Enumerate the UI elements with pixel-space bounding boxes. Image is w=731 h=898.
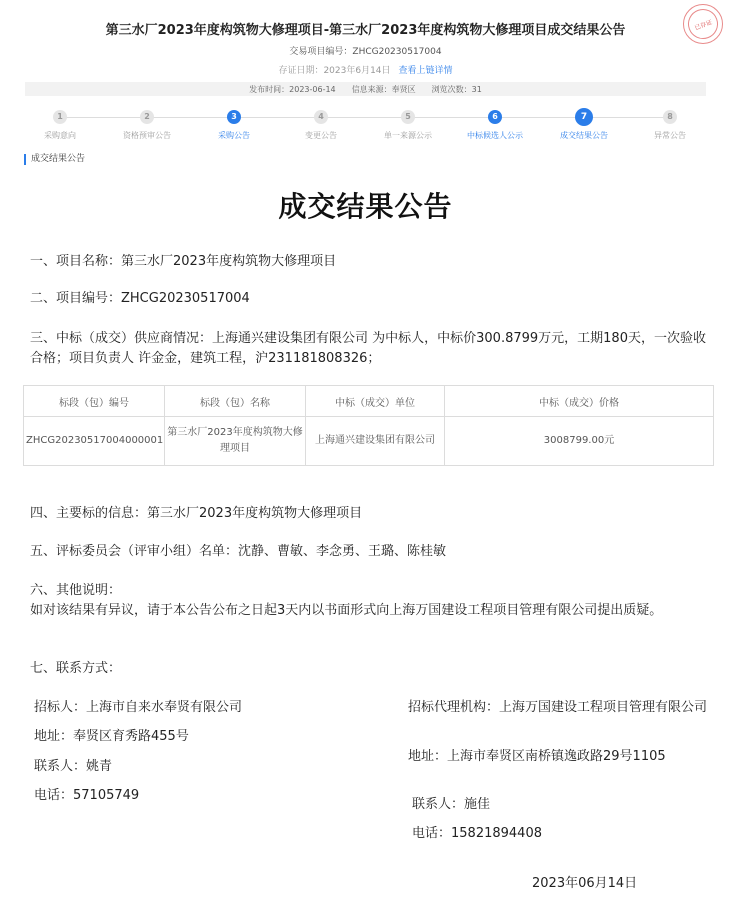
step-label: 成交结果公告 xyxy=(560,131,608,140)
supplier-info: 三、中标（成交）供应商情况：上海通兴建设集团有限公司 为中标人，中标价300.8799万元，工期180天，一次验收合格；项目负责人 许金金，建筑工程，沪231181808326； xyxy=(30,331,706,366)
table-cell: 3008799.00元 xyxy=(445,417,714,466)
other-notes-title: 六、其他说明： xyxy=(30,583,122,598)
committee-list: 五、评标委员会（评审小组）名单：沈静、曹敏、李念勇、王璐、陈桂敏 xyxy=(30,544,447,559)
project-number: 二、项目编号：ZHCG20230517004 xyxy=(30,291,250,306)
step-number: 7 xyxy=(575,108,593,126)
agency-phone: 电话：15821894408 xyxy=(412,826,542,841)
agency-name: 招标代理机构：上海万国建设工程项目管理有限公司 xyxy=(408,700,708,715)
step-label: 采购公告 xyxy=(218,131,250,140)
table-cell: 第三水厂2023年度构筑物大修理项目 xyxy=(165,417,306,466)
step-3[interactable] xyxy=(189,110,279,141)
tenderer-address: 地址：奉贤区育秀路455号 xyxy=(34,729,189,744)
document-title: 成交结果公告 xyxy=(278,190,453,223)
step-label: 异常公告 xyxy=(654,131,686,140)
procurement-stepper xyxy=(15,110,715,146)
signature-date: 2023年06月14日 xyxy=(532,876,638,891)
tenderer-phone: 电话：57105749 xyxy=(34,788,140,803)
main-subject: 四、主要标的信息：第三水厂2023年度构筑物大修理项目 xyxy=(30,506,363,521)
result-table xyxy=(23,385,714,466)
step-number: 1 xyxy=(53,110,67,124)
step-label: 变更公告 xyxy=(305,131,337,140)
step-number: 3 xyxy=(227,110,241,124)
tenderer-name: 招标人：上海市自来水奉贤有限公司 xyxy=(34,700,243,715)
view-count: 浏览次数：31 xyxy=(431,84,482,94)
step-label: 资格预审公告 xyxy=(123,131,171,140)
step-number: 6 xyxy=(488,110,502,124)
step-4[interactable] xyxy=(276,110,366,141)
table-cell: 上海通兴建设集团有限公司 xyxy=(306,417,445,466)
step-8[interactable] xyxy=(625,110,715,141)
storage-date-label: 存证日期： xyxy=(278,66,324,76)
certified-stamp-icon xyxy=(683,4,723,44)
step-label: 中标候选人公示 xyxy=(467,131,523,140)
publish-time: 发布时间：2023-06-14 xyxy=(249,84,336,94)
table-header: 中标（成交）单位 xyxy=(306,386,445,417)
section-tag: 成交结果公告 xyxy=(24,154,85,165)
project-name: 一、项目名称：第三水厂2023年度构筑物大修理项目 xyxy=(30,254,337,269)
table-header: 中标（成交）价格 xyxy=(445,386,714,417)
step-label: 单一来源公示 xyxy=(384,131,432,140)
table-cell: ZHCG20230517004000001 xyxy=(24,417,165,466)
table-row xyxy=(24,417,714,466)
info-bar xyxy=(25,82,706,96)
step-1[interactable] xyxy=(15,110,105,141)
step-6[interactable] xyxy=(450,110,540,141)
chain-detail-link[interactable]: 查看上链详情 xyxy=(398,66,453,76)
project-code: ZHCG20230517004 xyxy=(352,47,442,57)
step-2[interactable] xyxy=(102,110,192,141)
step-5[interactable] xyxy=(363,110,453,141)
table-header-row xyxy=(24,386,714,417)
storage-date: 2023年6月14日 xyxy=(323,66,391,76)
step-7[interactable] xyxy=(539,110,629,141)
tenderer-contact: 联系人：姚青 xyxy=(34,759,113,774)
agency-address: 地址：上海市奉贤区南桥镇逸政路29号1105 xyxy=(408,749,666,764)
agency-contact: 联系人：施佳 xyxy=(412,797,491,812)
step-number: 5 xyxy=(401,110,415,124)
step-number: 4 xyxy=(314,110,328,124)
contact-title: 七、联系方式： xyxy=(30,661,122,676)
project-code-label: 交易项目编号： xyxy=(289,47,353,57)
stamp-text: 已存证 xyxy=(684,5,722,43)
other-notes-body: 如对该结果有异议，请于本公告公布之日起3天内以书面形式向上海万国建设工程项目管理有限公司提出质疑。 xyxy=(30,603,663,618)
info-source: 信息来源：奉贤区 xyxy=(351,84,416,94)
step-number: 8 xyxy=(663,110,677,124)
step-number: 2 xyxy=(140,110,154,124)
project-code-line xyxy=(0,44,731,57)
table-header: 标段（包）编号 xyxy=(24,386,165,417)
notice-title: 第三水厂2023年度构筑物大修理项目-第三水厂2023年度构筑物大修理项目成交结果公告 xyxy=(105,23,626,38)
storage-date-line xyxy=(0,63,731,76)
table-header: 标段（包）名称 xyxy=(165,386,306,417)
step-label: 采购意向 xyxy=(44,131,76,140)
